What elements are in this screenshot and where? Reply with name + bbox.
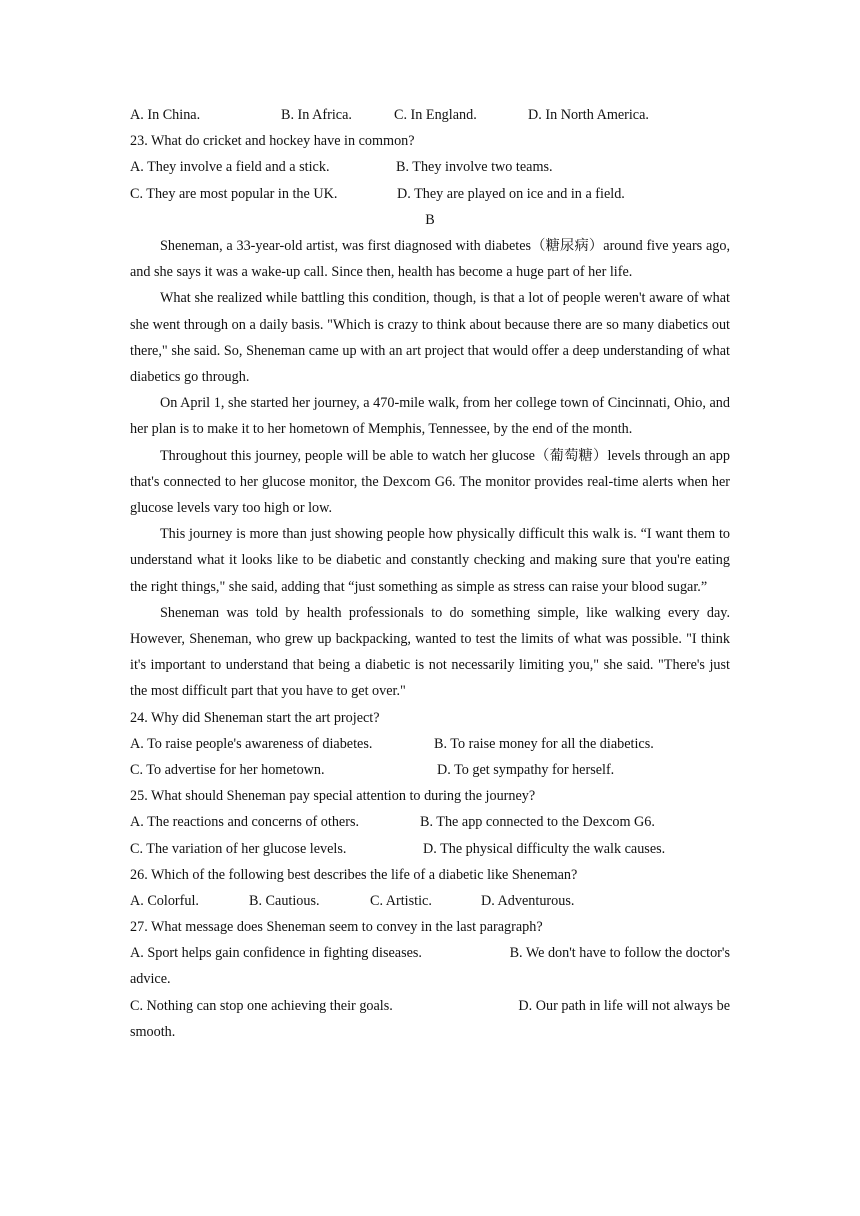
q23-options-row1 xyxy=(130,154,730,180)
q26-option-a: A. Colorful. xyxy=(130,892,199,909)
q25-options-row1 xyxy=(130,809,730,835)
q27-option-d: D. Our path in life will not always be xyxy=(518,997,730,1014)
passage-paragraph-5: This journey is more than just showing people how physically difficult this walk is. “I want them to understand what it looks like to be diabetic and constantly checking and making sure that you're eating the right things," she said, adding that “just something as simple as stress can raise your blood sugar.” xyxy=(130,526,730,595)
q24-options-row2 xyxy=(130,757,730,783)
q22-option-a: A. In China. xyxy=(130,107,201,123)
passage-paragraph-6: Sheneman was told by health professionals to do something simple, like walking every day. However, Sheneman, who grew up backpacking, wanted to test the limits of what was possible. "I think it's important to understand that being a diabetic is not necessarily limiting you," she said. "There's just the most difficult part that you have to get over." xyxy=(130,604,730,700)
q27-option-b-continued: advice. xyxy=(130,971,171,988)
q25-option-d: D. The physical difficulty the walk causes. xyxy=(423,840,666,857)
q26-option-d: D. Adventurous. xyxy=(481,892,575,909)
q22-options xyxy=(130,102,730,128)
passage-paragraph-1: Sheneman, a 33-year-old artist, was first diagnosed with diabetes（糖尿病）around five years ago, and she says it was a wake-up call. Since then, health has become a huge part of her life. xyxy=(130,237,730,281)
q27-options-row2 xyxy=(130,993,730,1019)
q24-options-row1 xyxy=(130,731,730,757)
q23-option-a: A. They involve a field and a stick. xyxy=(130,159,330,176)
q24-question: 24. Why did Sheneman start the art project? xyxy=(130,709,380,726)
q24-option-c: C. To advertise for her hometown. xyxy=(130,761,325,778)
q25-option-c: C. The variation of her glucose levels. xyxy=(130,840,347,857)
q22-option-b: B. In Africa. xyxy=(281,107,352,123)
q24-option-d: D. To get sympathy for herself. xyxy=(437,761,615,778)
q25-question: 25. What should Sheneman pay special attention to during the journey? xyxy=(130,788,536,805)
q24-option-b: B. To raise money for all the diabetics. xyxy=(434,735,654,752)
q23-options-row2 xyxy=(130,181,730,207)
exam-page xyxy=(130,102,730,1045)
q22-option-c: C. In England. xyxy=(394,107,477,123)
q25-option-a: A. The reactions and concerns of others. xyxy=(130,814,360,831)
q27-option-b: B. We don't have to follow the doctor's xyxy=(509,945,730,962)
q25-options-row2 xyxy=(130,836,730,862)
q27-option-a: A. Sport helps gain confidence in fighting diseases. xyxy=(130,945,422,962)
q27-option-c: C. Nothing can stop one achieving their goals. xyxy=(130,997,393,1014)
q23-option-c: C. They are most popular in the UK. xyxy=(130,185,338,202)
q26-question: 26. Which of the following best describes the life of a diabetic like Sheneman? xyxy=(130,866,578,883)
q26-option-b: B. Cautious. xyxy=(249,892,320,909)
q27-option-d-continued: smooth. xyxy=(130,1023,176,1040)
passage-paragraph-2: What she realized while battling this condition, though, is that a lot of people weren't aware of what she went through on a daily basis. "Which is crazy to think about because there are so many diabetics out there," she said. So, Sheneman came up with an art project that would offer a deep understanding of what diabetics go through. xyxy=(130,290,730,385)
q23-option-d: D. They are played on ice and in a field. xyxy=(397,185,625,202)
q26-options xyxy=(130,888,730,914)
q23-question: 23. What do cricket and hockey have in common? xyxy=(130,133,415,150)
q27-question: 27. What message does Sheneman seem to convey in the last paragraph? xyxy=(130,919,543,936)
q25-option-b: B. The app connected to the Dexcom G6. xyxy=(420,814,655,831)
q27-options-row1 xyxy=(130,940,730,966)
q22-option-d: D. In North America. xyxy=(528,107,649,123)
q24-option-a: A. To raise people's awareness of diabetes. xyxy=(130,735,373,752)
q26-option-c: C. Artistic. xyxy=(370,892,432,909)
passage-paragraph-4: Throughout this journey, people will be able to watch her glucose（葡萄糖）levels through an app that's connected to her glucose monitor, the Dexcom G6. The monitor provides real-time alerts when her glucose levels vary too high or low. xyxy=(130,447,730,516)
q23-option-b: B. They involve two teams. xyxy=(396,159,553,176)
passage-paragraph-3: On April 1, she started her journey, a 470-mile walk, from her college town of Cincinnati, Ohio, and her plan is to make it to her hometown of Memphis, Tennessee, by the end of the month. xyxy=(130,395,730,438)
section-heading: B xyxy=(425,211,435,228)
